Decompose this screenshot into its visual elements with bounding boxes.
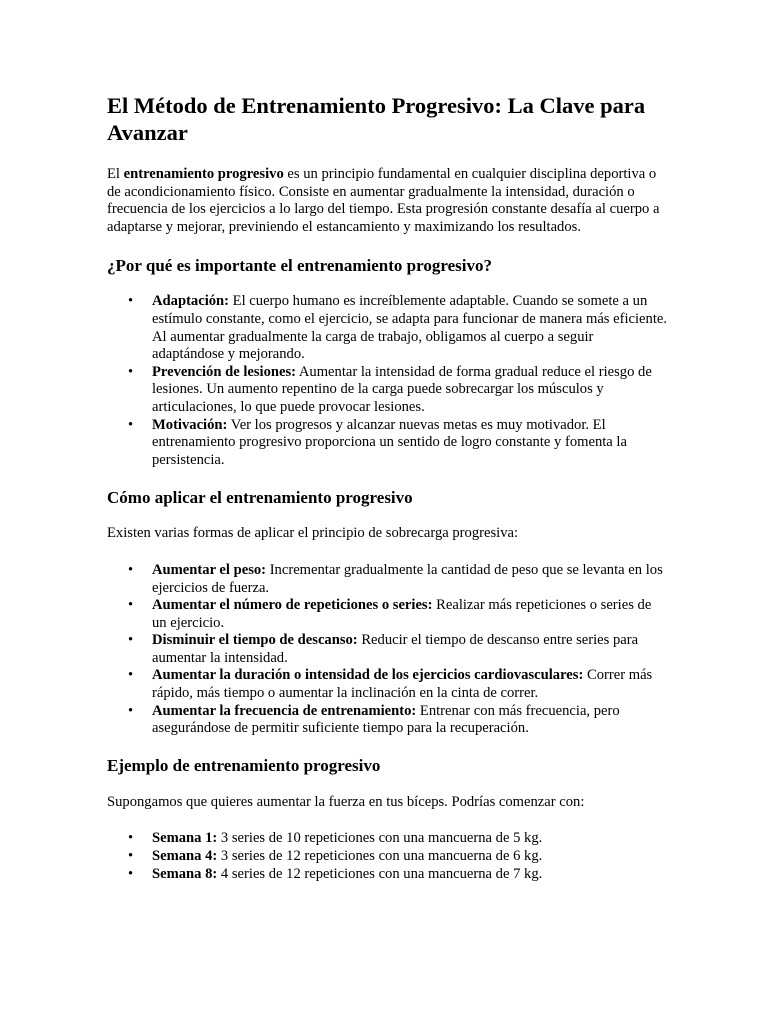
list-item bbox=[107, 703, 668, 738]
item-term: Aumentar la duración o intensidad de los ejercicios cardiovasculares: bbox=[152, 667, 584, 684]
list-item bbox=[107, 866, 668, 884]
document-title: El Método de Entrenamiento Progresivo: La Clave para Avanzar bbox=[107, 93, 646, 145]
item-text: Entrenar con más frecuencia, pero asegurándose de permitir suficiente tiempo para la recuperación. bbox=[152, 702, 620, 737]
item-term: Prevención de lesiones: bbox=[152, 363, 297, 380]
item-term: Adaptación: bbox=[152, 293, 230, 310]
list-item bbox=[107, 597, 668, 632]
how-intro-paragraph: Existen varias formas de aplicar el principio de sobrecarga progresiva: bbox=[107, 525, 519, 542]
list-item bbox=[107, 848, 668, 866]
item-term: Aumentar el número de repeticiones o series: bbox=[152, 597, 433, 614]
heading-example: Ejemplo de entrenamiento progresivo bbox=[107, 755, 381, 775]
item-text: 3 series de 10 repeticiones con una mancuerna de 5 kg. bbox=[217, 830, 543, 847]
item-term: Aumentar la frecuencia de entrenamiento: bbox=[152, 702, 417, 719]
list-why-important bbox=[107, 293, 668, 469]
item-term: Disminuir el tiempo de descanso: bbox=[152, 632, 358, 649]
heading-why-important: ¿Por qué es importante el entrenamiento progresivo? bbox=[107, 256, 492, 276]
list-item bbox=[107, 830, 668, 848]
item-term: Semana 1: bbox=[152, 830, 218, 847]
item-text: 4 series de 12 repeticiones con una mancuerna de 7 kg. bbox=[217, 865, 543, 882]
item-term: Semana 4: bbox=[152, 848, 218, 865]
list-item bbox=[107, 562, 668, 597]
intro-lead: El bbox=[107, 166, 124, 182]
intro-paragraph bbox=[107, 166, 668, 236]
item-text: Correr más rápido, más tiempo o aumentar la inclinación en la cinta de correr. bbox=[152, 667, 653, 702]
list-item bbox=[107, 293, 668, 363]
item-term: Motivación: bbox=[152, 416, 228, 433]
item-text: Aumentar la intensidad de forma gradual reduce el riesgo de lesiones. Un aumento repentino de la carga puede sobrecargar los músculos y articulaciones, lo que puede provocar lesiones. bbox=[152, 363, 652, 415]
intro-bold-term: entrenamiento progresivo bbox=[123, 166, 284, 182]
example-intro-paragraph: Supongamos que quieres aumentar la fuerza en tus bíceps. Podrías comenzar con: bbox=[107, 793, 585, 810]
item-text: 3 series de 12 repeticiones con una mancuerna de 6 kg. bbox=[217, 848, 543, 865]
list-item bbox=[107, 417, 668, 470]
item-text: Ver los progresos y alcanzar nuevas metas es muy motivador. El entrenamiento progresivo proporciona un sentido de logro constante y fomenta la persistencia. bbox=[152, 416, 627, 468]
list-how-to-apply bbox=[107, 562, 668, 738]
item-text: El cuerpo humano es increíblemente adaptable. Cuando se somete a un estímulo constante, como el ejercicio, se adapta para funcionar de manera más eficiente. Al aumentar gradualmente la carga de trabajo, obligamos al cuerpo a seguir adaptándose y mejorando. bbox=[152, 293, 668, 363]
item-text: Incrementar gradualmente la cantidad de peso que se levanta en los ejercicios de fuerza. bbox=[152, 561, 663, 596]
list-item bbox=[107, 667, 668, 702]
intro-rest: es un principio fundamental en cualquier disciplina deportiva o de acondicionamiento físico. Consiste en aumentar gradualmente la intensidad, duración o frecuencia de los ejercicios a lo largo del tiempo. Esta progresión constante desafía al cuerpo a adaptarse y mejorar, previniendo el estancamiento y maximizando los resultados. bbox=[107, 166, 660, 235]
item-term: Semana 8: bbox=[152, 865, 218, 882]
list-example-weeks bbox=[107, 830, 668, 883]
item-text: Reducir el tiempo de descanso entre series para aumentar la intensidad. bbox=[152, 632, 639, 666]
item-text: Realizar más repeticiones o series de un ejercicio. bbox=[152, 597, 652, 631]
list-item bbox=[107, 364, 668, 417]
item-term: Aumentar el peso: bbox=[152, 561, 267, 578]
list-item bbox=[107, 632, 668, 667]
heading-how-to-apply: Cómo aplicar el entrenamiento progresivo bbox=[107, 488, 413, 508]
